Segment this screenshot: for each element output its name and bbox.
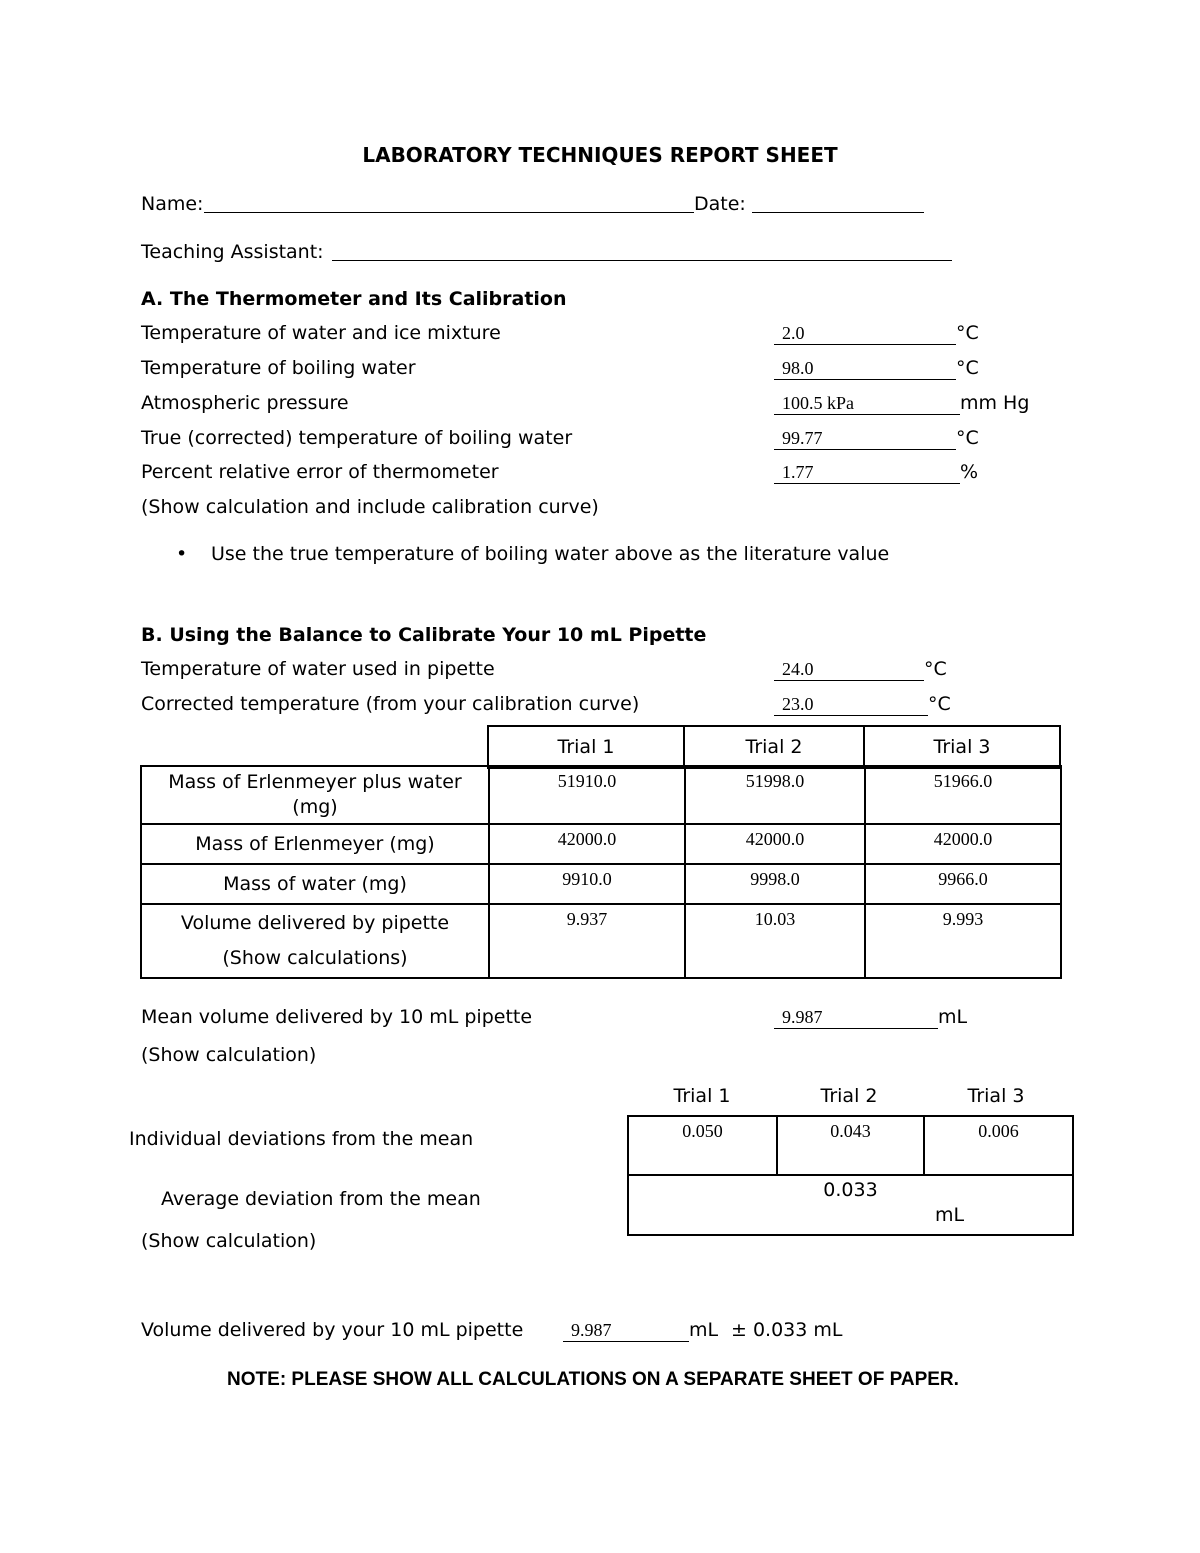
ta-label: Teaching Assistant:: [141, 241, 324, 263]
trial-header: Trial 1: [488, 726, 684, 768]
a-row-label: Percent relative error of thermometer: [141, 461, 499, 483]
table-row: [141, 824, 1061, 864]
page-title: LABORATORY TECHNIQUES REPORT SHEET: [362, 143, 838, 167]
unit-label: mm Hg: [960, 392, 1030, 414]
table-row: [141, 904, 1061, 978]
row-label: [141, 904, 489, 978]
row-label-line: Volume delivered by pipette: [180, 912, 450, 934]
trial-header-table: [487, 725, 1061, 769]
unit-label: mL: [689, 1319, 719, 1341]
a-row-value[interactable]: 98.0 °C: [774, 357, 979, 380]
average-dev-cell[interactable]: [628, 1175, 1073, 1235]
a-row-label: Temperature of water and ice mixture: [141, 322, 501, 344]
table-cell[interactable]: 51998.0: [685, 766, 865, 824]
average-dev-unit: mL: [935, 1204, 965, 1226]
show-calc-note: (Show calculation and include calibration curve): [141, 496, 599, 518]
ta-field[interactable]: [332, 260, 952, 261]
table-cell[interactable]: 42000.0: [685, 824, 865, 864]
unit-label: °C: [956, 427, 979, 449]
unit-label: mL: [938, 1006, 968, 1028]
bullet-dot: •: [176, 543, 188, 565]
row-label: Mass of water (mg): [141, 864, 489, 904]
final-uncertainty: ± 0.033 mL: [731, 1319, 843, 1341]
dev-cell[interactable]: 0.050: [628, 1116, 777, 1175]
unit-label: °C: [928, 693, 951, 715]
dev-cell[interactable]: 0.006: [924, 1116, 1073, 1175]
table-cell[interactable]: 51910.0: [489, 766, 685, 824]
a-row-value[interactable]: 1.77 %: [774, 461, 978, 484]
b-row-label: Corrected temperature (from your calibration curve): [141, 693, 640, 715]
a-row-label: True (corrected) temperature of boiling water: [141, 427, 573, 449]
b-row-value[interactable]: 24.0 °C: [774, 658, 947, 681]
mean-label: Mean volume delivered by 10 mL pipette: [141, 1006, 533, 1028]
mean-calc-note: (Show calculation): [141, 1044, 317, 1066]
final-value[interactable]: 9.987 mL: [563, 1319, 718, 1342]
unit-label: °C: [924, 658, 947, 680]
table-cell[interactable]: 10.03: [685, 904, 865, 978]
dev-calc-note: (Show calculation): [141, 1230, 317, 1252]
table-cell[interactable]: 42000.0: [489, 824, 685, 864]
unit-label: °C: [956, 357, 979, 379]
table-row: [141, 864, 1061, 904]
section-a-heading: A. The Thermometer and Its Calibration: [141, 288, 567, 310]
table-row: [141, 766, 1061, 824]
individual-dev-label: Individual deviations from the mean: [129, 1128, 474, 1150]
trial-header: Trial 2: [684, 726, 864, 768]
table-cell[interactable]: 9910.0: [489, 864, 685, 904]
unit-label: %: [960, 461, 979, 483]
row-label: Mass of Erlenmeyer plus water (mg): [141, 766, 489, 824]
row-label-line: (Show calculations): [222, 947, 408, 969]
final-label: Volume delivered by your 10 mL pipette: [141, 1319, 524, 1341]
a-row-value[interactable]: 100.5 kPa mm Hg: [774, 392, 1029, 415]
a-row-value[interactable]: 2.0 °C: [774, 322, 979, 345]
b-row-label: Temperature of water used in pipette: [141, 658, 495, 680]
table-cell[interactable]: 9966.0: [865, 864, 1061, 904]
table-cell[interactable]: 9.937: [489, 904, 685, 978]
table-row: [628, 1116, 1073, 1175]
mass-table: [140, 765, 1062, 979]
date-field[interactable]: [752, 212, 924, 213]
a-row-label: Atmospheric pressure: [141, 392, 349, 414]
bullet-text: Use the true temperature of boiling water above as the literature value: [211, 543, 890, 565]
date-label: Date:: [694, 193, 746, 215]
row-label: Mass of Erlenmeyer (mg): [141, 824, 489, 864]
name-label: Name:: [141, 193, 204, 215]
trial-header: Trial 3: [864, 726, 1060, 768]
dev-trial-header: Trial 2: [820, 1085, 878, 1107]
deviation-table: [627, 1115, 1074, 1236]
table-cell[interactable]: 9.993: [865, 904, 1061, 978]
b-row-value[interactable]: 23.0 °C: [774, 693, 951, 716]
unit-label: °C: [956, 322, 979, 344]
table-row: [628, 1175, 1073, 1235]
dev-trial-header: Trial 1: [673, 1085, 731, 1107]
average-dev-value: 0.033: [823, 1179, 878, 1201]
dev-cell[interactable]: 0.043: [777, 1116, 924, 1175]
dev-trial-header: Trial 3: [967, 1085, 1025, 1107]
average-dev-label: Average deviation from the mean: [161, 1188, 481, 1210]
a-row-label: Temperature of boiling water: [141, 357, 416, 379]
table-cell[interactable]: 42000.0: [865, 824, 1061, 864]
table-cell[interactable]: 51966.0: [865, 766, 1061, 824]
mean-value[interactable]: 9.987 mL: [774, 1006, 967, 1029]
name-field[interactable]: [204, 212, 694, 213]
section-b-heading: B. Using the Balance to Calibrate Your 10 mL Pipette: [141, 624, 707, 646]
table-cell[interactable]: 9998.0: [685, 864, 865, 904]
footer-note: NOTE: PLEASE SHOW ALL CALCULATIONS ON A SEPARATE SHEET OF PAPER.: [227, 1369, 959, 1390]
a-row-value[interactable]: 99.77 °C: [774, 427, 979, 450]
